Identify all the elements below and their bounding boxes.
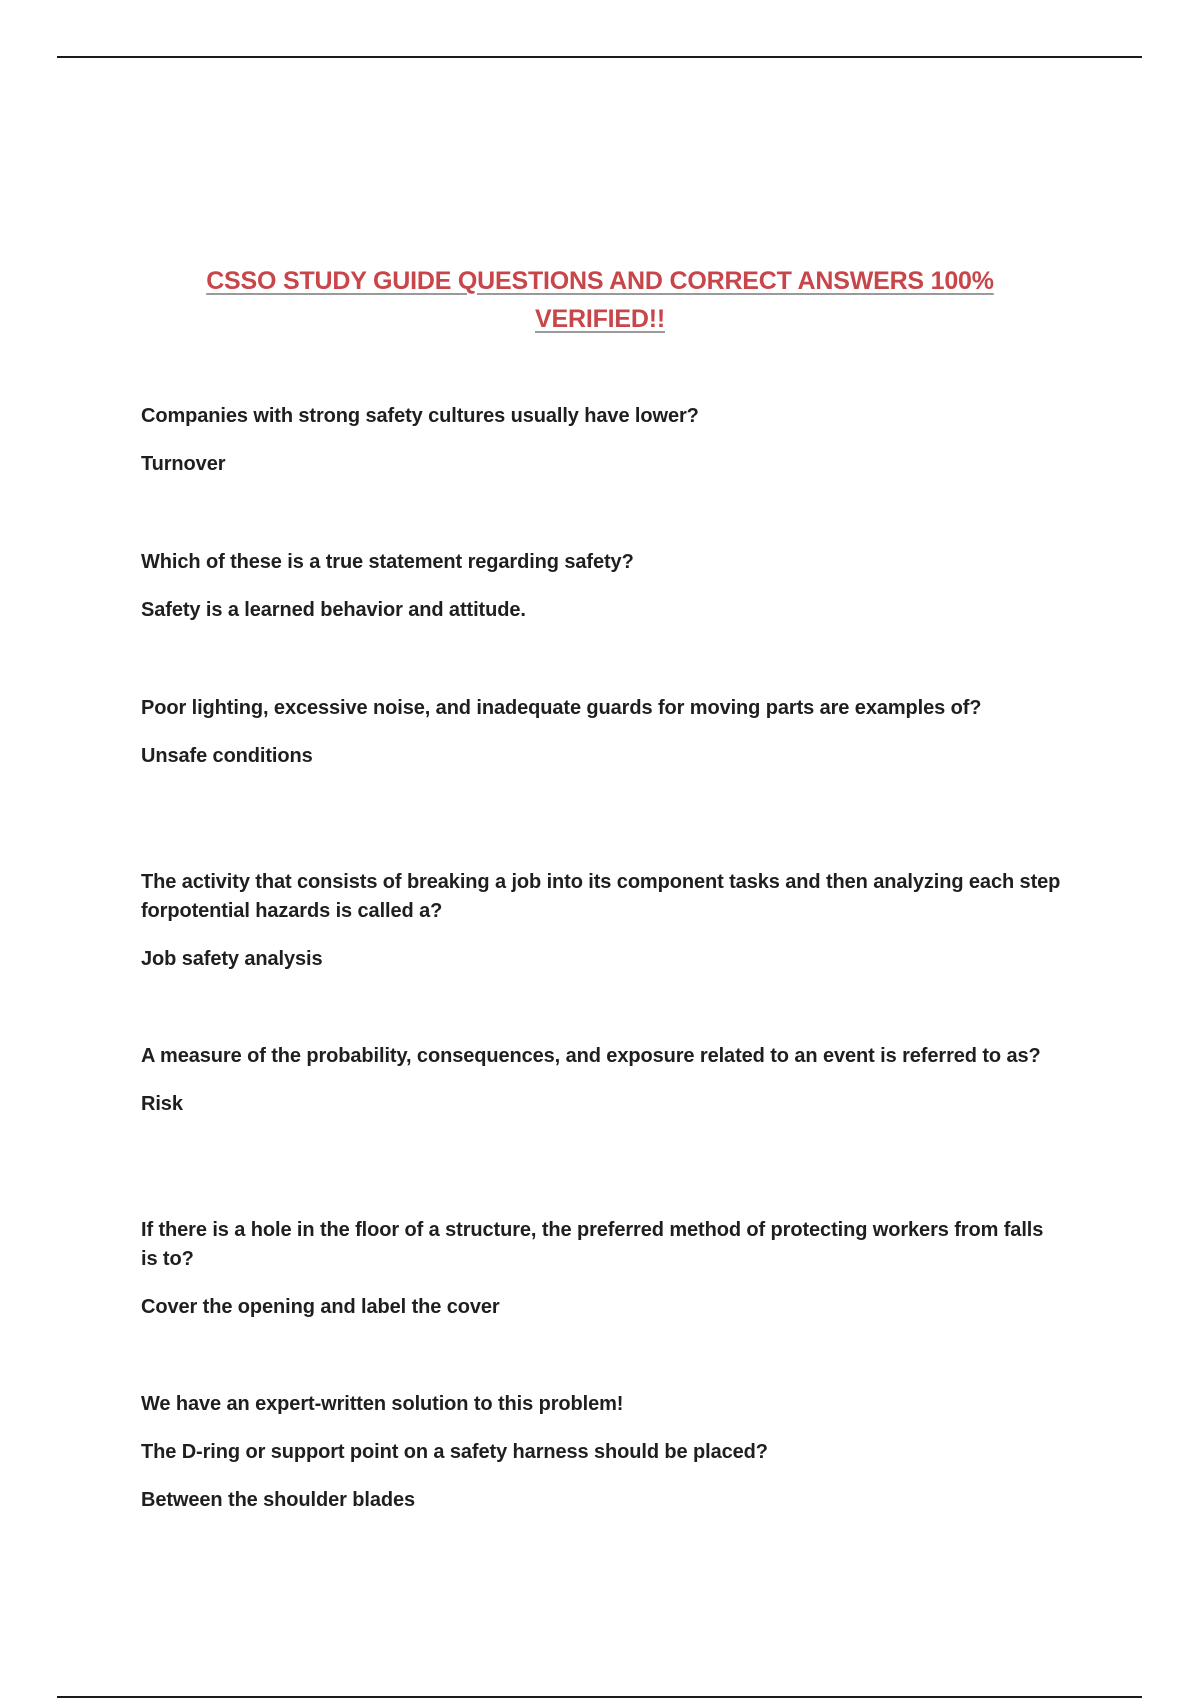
solution-note: We have an expert-written solution to this problem!	[141, 1393, 624, 1415]
qa-item-2	[141, 548, 1061, 625]
document-title: CSSO STUDY GUIDE QUESTIONS AND CORRECT ANSWERS 100% VERIFIED!!	[206, 267, 994, 333]
question-text: If there is a hole in the floor of a structure, the preferred method of protecting workers from falls is to?	[141, 1219, 1044, 1270]
qa-item-6	[141, 1216, 1061, 1322]
qa-item-5	[141, 1042, 1061, 1119]
answer-text: Job safety analysis	[141, 948, 323, 970]
qa-item-3	[141, 694, 1061, 771]
top-rule	[57, 56, 1142, 58]
answer-text: Unsafe conditions	[141, 745, 313, 767]
question-text: The D-ring or support point on a safety harness should be placed?	[141, 1441, 768, 1463]
qa-item-7	[141, 1390, 1061, 1515]
answer-text: Cover the opening and label the cover	[141, 1296, 500, 1318]
question-text: A measure of the probability, consequences, and exposure related to an event is referred to as?	[141, 1045, 1041, 1067]
answer-text: Risk	[141, 1093, 183, 1115]
qa-item-4	[141, 868, 1061, 974]
question-text: The activity that consists of breaking a job into its component tasks and then analyzing each step forpotential hazards is called a?	[141, 871, 1061, 922]
answer-text: Between the shoulder blades	[141, 1489, 416, 1511]
question-text: Which of these is a true statement regarding safety?	[141, 551, 634, 573]
qa-item-1	[141, 402, 1061, 479]
question-text: Poor lighting, excessive noise, and inadequate guards for moving parts are examples of?	[141, 697, 982, 719]
answer-text: Turnover	[141, 453, 226, 475]
bottom-rule	[57, 1696, 1142, 1698]
question-text: Companies with strong safety cultures usually have lower?	[141, 405, 699, 427]
answer-text: Safety is a learned behavior and attitude.	[141, 599, 526, 621]
